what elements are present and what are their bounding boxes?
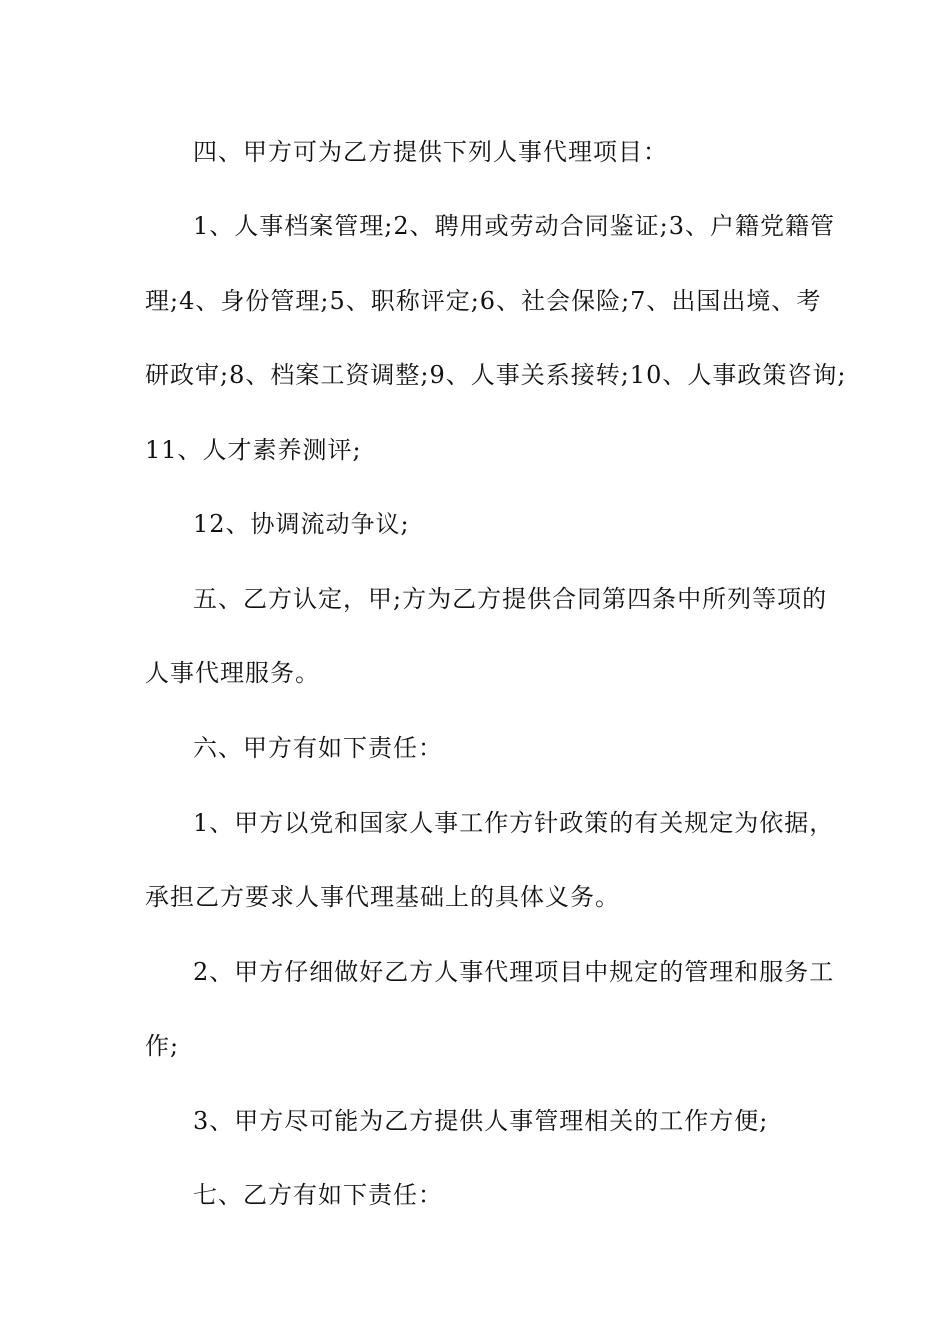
section-6-heading: 六、甲方有如下责任： [193, 734, 443, 762]
paragraph-line: 2、甲方仔细做好乙方人事代理项目中规定的管理和服务工 [193, 958, 835, 986]
section-7-heading: 七、乙方有如下责任： [193, 1181, 443, 1209]
paragraph-line: 1、人事档案管理;2、聘用或劳动合同鉴证;3、户籍党籍管 [193, 212, 835, 240]
paragraph-line: 理;4、身份管理;5、职称评定;6、社会保险;7、出国出境、考 [145, 287, 822, 315]
paragraph-line: 研政审;8、档案工资调整;9、人事关系接转;10、人事政策咨询; [145, 361, 847, 389]
section-5-heading: 五、乙方认定，甲;方为乙方提供合同第四条中所列等项的 [193, 585, 828, 613]
paragraph-line: 12、协调流动争议; [193, 510, 410, 538]
paragraph-line: 3、甲方尽可能为乙方提供人事管理相关的工作方便; [193, 1107, 769, 1135]
paragraph-line: 1、甲方以党和国家人事工作方针政策的有关规定为依据， [193, 809, 835, 837]
paragraph-line: 作; [145, 1032, 180, 1060]
paragraph-line: 人事代理服务。 [145, 659, 320, 687]
paragraph-line: 承担乙方要求人事代理基础上的具体义务。 [145, 883, 620, 911]
section-4-heading: 四、甲方可为乙方提供下列人事代理项目： [193, 138, 668, 166]
paragraph-line: 11、人才素养测评; [145, 436, 362, 464]
